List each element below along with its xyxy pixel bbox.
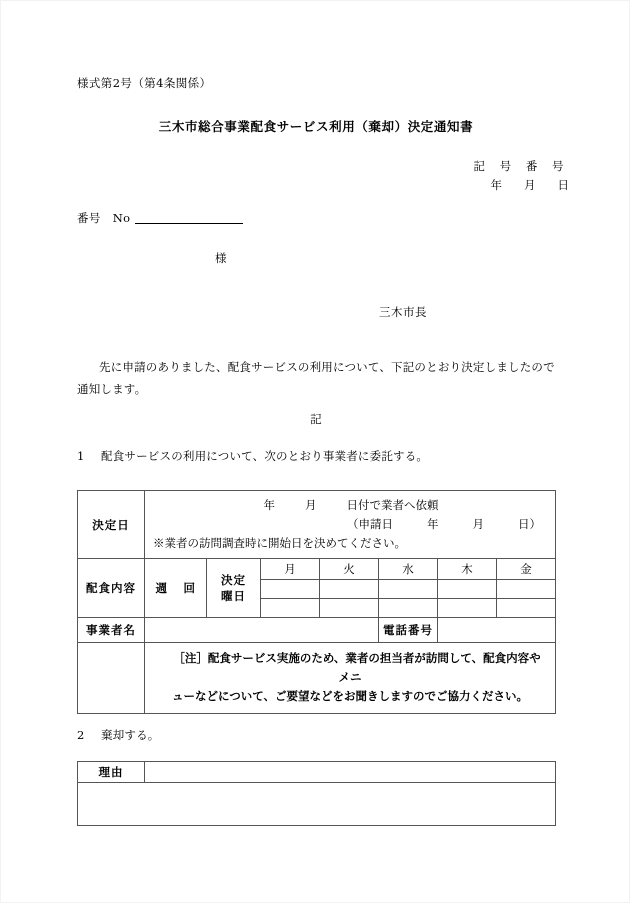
reason-label: 理由 [78,762,145,783]
reference-block [1,157,569,195]
table-row-weekday-header [78,559,556,580]
issue-date-year: 年 [490,178,502,192]
frequency-times: 回 [183,581,196,595]
rejection-reason-table [77,761,556,826]
weekday-cell-tue-2[interactable] [320,599,379,618]
addressee-honorific: 様 [215,251,227,265]
frequency-week: 週 [155,581,168,595]
application-date-month: 月 [472,517,485,531]
body-paragraph [77,356,555,400]
decided-weekday-label [207,559,261,618]
decision-date-label: 決定日 [78,491,145,559]
decision-date-note: ※業者の訪問調査時に開始日を決めてください。 [153,536,406,550]
weekday-cell-fri-2[interactable] [497,599,556,618]
decided-weekday-label-line2: 曜日 [221,589,246,603]
section-1-text: 配食サービスの利用について、次のとおり事業者に委託する。 [101,449,429,463]
table-row-decision-date [78,491,556,559]
decision-date-line-1 [153,496,549,515]
application-date-day: 日） [518,517,542,531]
frequency-label [145,559,207,618]
issue-date-month: 月 [524,178,536,192]
weekday-cell-mon-2[interactable] [261,599,320,618]
number-field [77,210,243,226]
provider-name-value[interactable] [145,618,379,643]
decided-weekday-label-line1: 決定 [221,573,246,587]
decision-date-request-text: 日付で業者へ依頼 [346,498,439,512]
weekday-header-thu: 木 [438,559,497,580]
delivery-decision-table [77,490,556,714]
note-line-1: ［注］配食サービス実施のため、業者の担当者が訪問して、配食内容やメニ [173,651,541,684]
application-date-year: 年 [427,517,439,531]
weekday-cell-wed-1[interactable] [379,580,438,599]
weekday-cell-mon-1[interactable] [261,580,320,599]
reference-number-label: 記 号 番 号 [473,159,569,173]
number-input-line[interactable] [135,223,243,224]
phone-value[interactable] [438,618,556,643]
weekday-cell-tue-1[interactable] [320,580,379,599]
weekday-header-wed: 水 [379,559,438,580]
table-row-note [78,643,556,714]
decision-date-month: 月 [305,498,317,512]
issuer-name: 三木市長 [379,305,427,319]
issue-date-line [1,176,569,195]
section-2-text: 棄却する。 [101,728,160,742]
ki-mark: 記 [310,412,322,426]
weekday-header-mon: 月 [261,559,320,580]
body-text: 先に申請のありました、配食サービスの利用について、下記のとおり決定しましたので通知します。 [77,360,555,396]
section-2-number: 2 [77,728,85,742]
provider-name-label: 事業者名 [78,618,145,643]
reason-body[interactable] [78,783,556,826]
weekday-cell-thu-2[interactable] [438,599,497,618]
note-content [145,643,556,714]
table-row-reason-header [78,762,556,783]
document-title: 三木市総合事業配食サービス利用（棄却）決定通知書 [158,119,474,134]
table-row-provider [78,618,556,643]
weekday-header-fri: 金 [497,559,556,580]
application-date-prefix: （申請日 [347,517,394,531]
issue-date-day: 日 [557,178,569,192]
decision-date-year: 年 [263,498,276,512]
decision-date-content [145,491,556,559]
form-number: 様式第2号（第4条関係） [77,76,212,90]
reason-value[interactable] [145,762,556,783]
weekday-header-tue: 火 [320,559,379,580]
weekday-cell-thu-1[interactable] [438,580,497,599]
meal-content-label: 配食内容 [78,559,145,618]
note-empty-cell [78,643,145,714]
number-label: 番号 No [77,211,131,225]
table-row-reason-body [78,783,556,826]
phone-label: 電話番号 [379,618,438,643]
weekday-cell-fri-1[interactable] [497,580,556,599]
section-1-number: 1 [77,449,85,463]
weekday-cell-wed-2[interactable] [379,599,438,618]
application-date-line [153,515,549,534]
section-1-heading [77,448,428,464]
note-line-2: ューなどについて、ご要望などをお聞きしますのでご協力ください。 [171,689,529,703]
section-2-heading [77,727,160,743]
